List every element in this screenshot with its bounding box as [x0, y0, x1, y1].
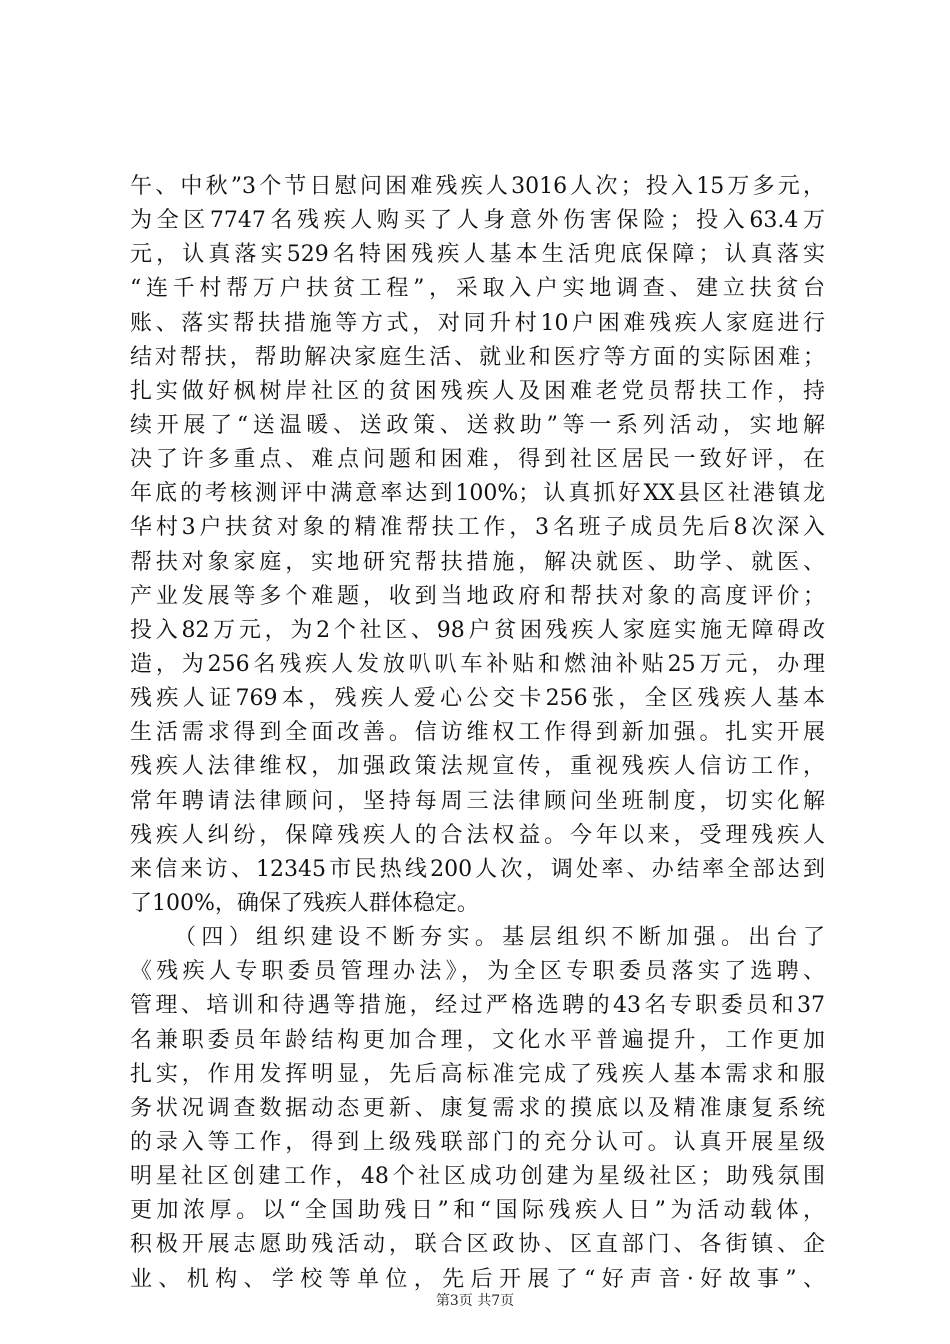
text-line: 名兼职委员年龄结构更加合理，文化水平普遍提升，工作更加: [130, 1027, 825, 1053]
text-line: 管理、培训和待遇等措施，经过严格选聘的43名专职委员和37: [130, 993, 825, 1019]
document-body: [130, 170, 825, 1297]
text-line: 扎实，作用发挥明显，先后高标准完成了残疾人基本需求和服: [130, 1061, 825, 1087]
text-line: 务状况调查数据动态更新、康复需求的摸底以及精准康复系统: [130, 1095, 825, 1121]
text-line: 华村3户扶贫对象的精准帮扶工作，3名班子成员先后8次深入: [130, 515, 825, 541]
text-line: 更加浓厚。以“全国助残日”和“国际残疾人日”为活动载体，: [130, 1198, 825, 1224]
text-line: 造，为256名残疾人发放叭叭车补贴和燃油补贴25万元，办理: [130, 651, 825, 677]
text-line: 《残疾人专职委员管理办法》，为全区专职委员落实了选聘、: [130, 959, 825, 985]
text-line: 生活需求得到全面改善。信访维权工作得到新加强。扎实开展: [130, 720, 825, 746]
text-line: 元，认真落实529名特困残疾人基本生活兜底保障；认真落实: [130, 242, 825, 268]
text-line: 账、落实帮扶措施等方式，对同升村10户困难残疾人家庭进行: [130, 310, 825, 336]
text-line: 残疾人法律维权，加强政策法规宣传，重视残疾人信访工作，: [130, 754, 825, 780]
text-line: 帮扶对象家庭，实地研究帮扶措施，解决就医、助学、就医、: [130, 549, 825, 575]
text-line: 残疾人证769本，残疾人爱心公交卡256张，全区残疾人基本: [130, 686, 825, 712]
section-heading-line: （四）组织建设不断夯实。基层组织不断加强。出台了: [174, 925, 825, 951]
text-line: 产业发展等多个难题，收到当地政府和帮扶对象的高度评价；: [130, 583, 825, 609]
text-line: 了100%，确保了残疾人群体稳定。: [130, 890, 479, 916]
text-line: 续开展了“送温暖、送政策、送救助”等一系列活动，实地解: [130, 412, 825, 438]
text-line: 业、机构、学校等单位，先后开展了“好声音·好故事”、: [130, 1266, 825, 1292]
text-line: 扎实做好枫树岸社区的贫困残疾人及困难老党员帮扶工作，持: [130, 378, 825, 404]
text-line: 决了许多重点、难点问题和困难，得到社区居民一致好评，在: [130, 447, 825, 473]
text-line: 常年聘请法律顾问，坚持每周三法律顾问坐班制度，切实化解: [130, 788, 825, 814]
text-line: “连千村帮万户扶贫工程”，采取入户实地调查、建立扶贫台: [130, 276, 825, 302]
page-number-footer: 第3页 共7页: [435, 1293, 515, 1309]
text-line: 明星社区创建工作，48个社区成功创建为星级社区；助残氛围: [130, 1164, 825, 1190]
text-line: 年底的考核测评中满意率达到100%；认真抓好XX县区社港镇龙: [130, 481, 825, 507]
text-line: 残疾人纠纷，保障残疾人的合法权益。今年以来，受理残疾人: [130, 822, 825, 848]
text-line: 来信来访、12345市民热线200人次，调处率、办结率全部达到: [130, 856, 825, 882]
text-line: 午、中秋”3个节日慰问困难残疾人3016人次；投入15万多元，: [130, 174, 825, 199]
text-line: 结对帮扶，帮助解决家庭生活、就业和医疗等方面的实际困难；: [130, 344, 825, 370]
text-line: 为全区7747名残疾人购买了人身意外伤害保险；投入63.4万: [130, 208, 825, 234]
text-line: 投入82万元，为2个社区、98户贫困残疾人家庭实施无障碍改: [130, 617, 825, 643]
text-line: 的录入等工作，得到上级残联部门的充分认可。认真开展星级: [130, 1129, 825, 1155]
text-line: 积极开展志愿助残活动，联合区政协、区直部门、各街镇、企: [130, 1232, 825, 1258]
